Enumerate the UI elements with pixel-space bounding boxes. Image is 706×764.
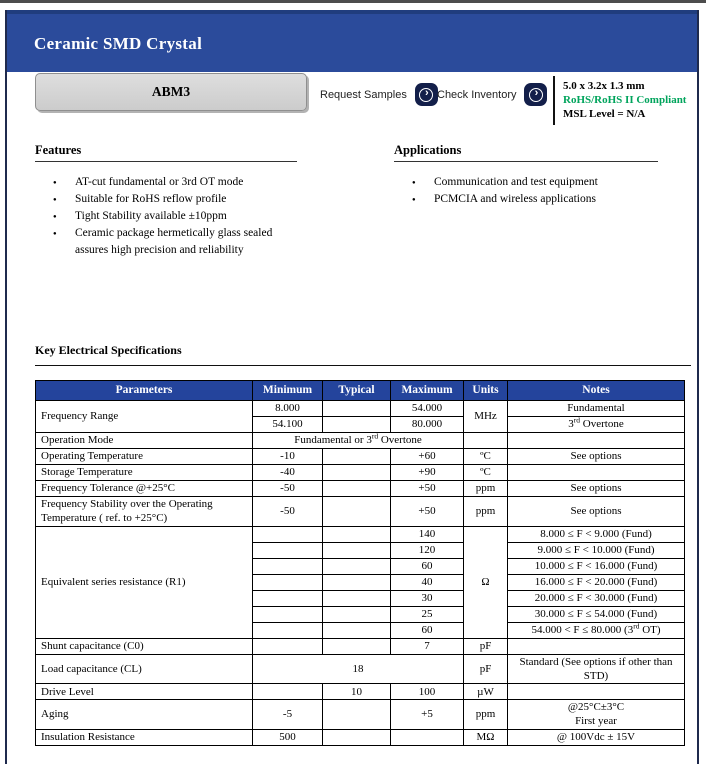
arrow-circle-icon [524,83,547,106]
spec-cell [253,590,323,606]
check-inventory-label: Check Inventory [437,88,517,101]
spec-cell [253,622,323,638]
table-row [36,526,685,542]
column-header: Parameters [36,381,253,401]
spec-cell: Operating Temperature [36,449,253,465]
spec-cell: 9.000 ≤ F < 10.000 (Fund) [508,542,685,558]
spec-cell: 18 [253,654,464,684]
specs-heading: Key Electrical Specifications [35,343,182,357]
spec-cell: 40 [391,574,464,590]
column-header: Maximum [391,381,464,401]
part-number: ABM3 [151,84,191,99]
spec-cell [323,590,391,606]
part-number-box [35,73,307,111]
spec-cell [508,465,685,481]
spec-cell: Load capacitance (CL) [36,654,253,684]
spec-cell [323,497,391,527]
spec-cell [323,526,391,542]
table-row [36,700,685,730]
chevron-right-icon: › [424,87,429,99]
chevron-right-icon: › [534,87,539,99]
page-title: Ceramic SMD Crystal [34,34,203,53]
arrow-circle-icon [415,83,438,106]
spec-cell: 54.000 [391,401,464,417]
spec-cell: Standard (See options if other than STD) [508,654,685,684]
features-list [47,174,297,259]
arrow-ring [419,88,433,102]
spec-cell: See options [508,449,685,465]
spec-cell: 30 [391,590,464,606]
check-inventory-button[interactable] [437,83,547,106]
request-samples-label: Request Samples [320,88,407,101]
spec-cell [323,729,391,745]
spec-cell: 54.100 [253,417,323,433]
spec-cell: 80.000 [391,417,464,433]
table-row [36,481,685,497]
spec-cell: -40 [253,465,323,481]
spec-cell [508,638,685,654]
spec-cell: @25°C±3°C First year [508,700,685,730]
info-divider [553,76,555,125]
spec-cell: 30.000 ≤ F ≤ 54.000 (Fund) [508,606,685,622]
spec-cell: 54.000 < F ≤ 80.000 (3rd OT) [508,622,685,638]
spec-cell [323,401,391,417]
spec-cell: -50 [253,481,323,497]
column-header: Notes [508,381,685,401]
spec-cell: Fundamental [508,401,685,417]
spec-cell: 16.000 ≤ F < 20.000 (Fund) [508,574,685,590]
spec-cell: Fundamental or 3rd Overtone [253,433,464,449]
application-item: ● Communication and test equipment [406,174,661,191]
spec-cell [323,638,391,654]
spec-cell [391,729,464,745]
feature-item: ● AT-cut fundamental or 3rd OT mode [47,174,297,191]
spec-cell: 20.000 ≤ F < 30.000 (Fund) [508,590,685,606]
spec-cell: 100 [391,684,464,700]
spec-cell: ºC [464,449,508,465]
spec-cell: ppm [464,700,508,730]
spec-cell: 8.000 [253,401,323,417]
spec-cell: Ω [464,526,508,638]
spec-cell: pF [464,638,508,654]
spec-cell: MΩ [464,729,508,745]
spec-cell: ºC [464,465,508,481]
spec-cell [253,542,323,558]
product-info-block [563,79,686,121]
spec-cell: MHz [464,401,508,433]
spec-cell: -5 [253,700,323,730]
spec-cell [253,558,323,574]
rohs-compliance: RoHS/RoHS II Compliant [563,94,687,106]
request-samples-button[interactable] [320,83,438,106]
spec-cell: 60 [391,558,464,574]
table-row [36,465,685,481]
spec-cell [253,606,323,622]
spec-cell: 140 [391,526,464,542]
spec-cell: Equivalent series resistance (R1) [36,526,253,638]
specs-rule [35,365,691,366]
table-row [36,729,685,745]
spec-cell [253,574,323,590]
spec-cell [323,542,391,558]
spec-cell [323,700,391,730]
table-row [36,654,685,684]
spec-cell [323,574,391,590]
spec-cell [253,638,323,654]
spec-cell: Drive Level [36,684,253,700]
spec-cell: 8.000 ≤ F < 9.000 (Fund) [508,526,685,542]
spec-cell [508,684,685,700]
spec-cell: Frequency Tolerance @+25°C [36,481,253,497]
spec-cell: 60 [391,622,464,638]
product-dimensions: 5.0 x 3.2x 1.3 mm [563,80,645,92]
spec-cell: 10 [323,684,391,700]
specs-table [35,380,685,746]
spec-cell: -50 [253,497,323,527]
spec-cell: @ 100Vdc ± 15V [508,729,685,745]
title-banner [7,10,697,72]
spec-cell [323,606,391,622]
spec-cell: Frequency Stability over the Operating Temperature ( ref. to +25°C) [36,497,253,527]
spec-cell: pF [464,654,508,684]
spec-cell: µW [464,684,508,700]
column-header: Units [464,381,508,401]
spec-cell [323,481,391,497]
table-row [36,401,685,417]
spec-cell [323,558,391,574]
spec-cell: -10 [253,449,323,465]
table-row [36,433,685,449]
spec-cell: See options [508,481,685,497]
spec-cell: Storage Temperature [36,465,253,481]
table-row [36,449,685,465]
spec-cell: +50 [391,481,464,497]
feature-item: ● Ceramic package hermetically glass sealed assures high precision and reliability [47,225,297,259]
spec-cell [323,465,391,481]
spec-cell [253,684,323,700]
spec-cell: +5 [391,700,464,730]
spec-cell: Insulation Resistance [36,729,253,745]
spec-cell: See options [508,497,685,527]
features-heading: Features [35,143,297,162]
spec-cell: 10.000 ≤ F < 16.000 (Fund) [508,558,685,574]
spec-cell: +90 [391,465,464,481]
spec-cell: +60 [391,449,464,465]
application-item: ● PCMCIA and wireless applications [406,191,661,208]
spec-cell: 25 [391,606,464,622]
table-row [36,638,685,654]
applications-list [406,174,661,208]
spec-cell: Frequency Range [36,401,253,433]
spec-cell [323,622,391,638]
table-row [36,497,685,527]
spec-cell [508,433,685,449]
column-header: Typical [323,381,391,401]
spec-cell: ppm [464,481,508,497]
table-row [36,684,685,700]
spec-cell [323,449,391,465]
spec-cell: ppm [464,497,508,527]
applications-heading: Applications [394,143,658,162]
page-frame [5,10,699,764]
page-top-edge [0,0,706,3]
spec-cell: 7 [391,638,464,654]
spec-cell: Operation Mode [36,433,253,449]
spec-cell: Aging [36,700,253,730]
spec-cell [253,526,323,542]
column-header: Minimum [253,381,323,401]
feature-item: ● Tight Stability available ±10ppm [47,208,297,225]
spec-cell: 120 [391,542,464,558]
spec-cell: +50 [391,497,464,527]
msl-level: MSL Level = N/A [563,108,646,120]
feature-item: ● Suitable for RoHS reflow profile [47,191,297,208]
spec-cell [323,417,391,433]
spec-cell: Shunt capacitance (C0) [36,638,253,654]
spec-cell: 500 [253,729,323,745]
arrow-ring [529,88,543,102]
spec-cell [464,433,508,449]
spec-cell: 3rd Overtone [508,417,685,433]
